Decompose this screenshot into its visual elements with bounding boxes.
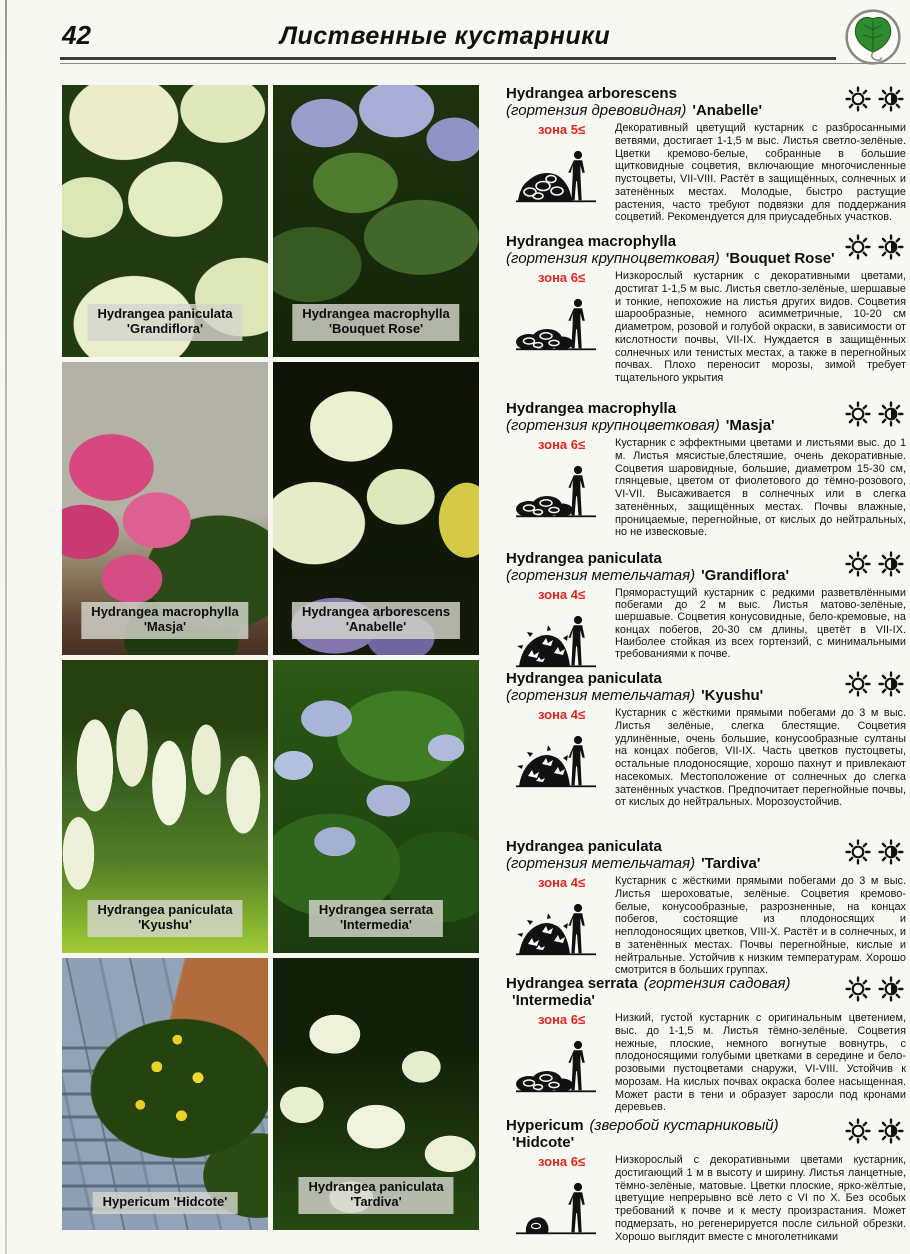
half-sun-icon [878,86,904,112]
latin-name: Hydrangea paniculata [506,550,662,567]
photo-label-line2: 'Masja' [143,619,187,635]
entry-hydrangea-paniculata-kyushu [498,670,906,809]
latin-name: Hydrangea paniculata [506,670,662,687]
entry-hydrangea-arborescens-anabelle [498,85,906,224]
shrub-size-icon [514,899,598,957]
entry-name-line2 [506,417,836,434]
photo-label-line2: 'Grandiflora' [126,321,204,337]
entry-description: Низкий, густой кустарник с оригинальным цветением, выс. до 1-1,5 м. Листья тёмно-зелёные. Соцветия нежные, плоские, немного вогнутые вовнутрь, с плодоносящими голубыми цветками в середине и бело-розовыми пустоцветами снаружи, VI-VIII. Устойчив к морозам. На кислых почвах окраска более насыщенная. Может расти в тени и образует заросли под кронами деревьев. [615,1012,906,1114]
cultivar-name: 'Intermedia' [512,992,595,1009]
shrub-size-icon [514,146,598,204]
entry-name-line2 [506,855,836,872]
photo-grid [62,85,479,1232]
latin-name: Hydrangea arborescens [506,85,677,102]
latin-name: Hydrangea macrophylla [506,400,677,417]
shrub-size-icon [514,461,598,519]
sun-icon [845,86,871,112]
half-sun-icon [878,839,904,865]
light-requirement-icons [845,86,904,112]
page-number: 42 [62,20,91,50]
photo-label [87,900,242,937]
light-requirement-icons [845,976,904,1002]
entry-hydrangea-macrophylla-masja [498,400,906,539]
russian-name: (гортензия садовая) [643,975,791,992]
photo-label-line1: Hypericum 'Hidcote' [102,1194,228,1210]
half-sun-icon [878,671,904,697]
entry-name-line1 [506,550,836,567]
russian-name: (гортензия метельчатая) [506,855,696,872]
russian-name: (гортензия крупноцветковая) [506,417,720,434]
sun-icon [845,839,871,865]
russian-name: (зверобой кустарниковый) [589,1117,779,1134]
entry-name-line2 [506,250,836,267]
hardiness-zone: зона 5≤ [538,122,586,137]
half-sun-icon [878,401,904,427]
entry-name-line1 [506,233,836,250]
shrub-size-icon [514,1036,598,1094]
half-sun-icon [878,1118,904,1144]
photo-label [298,1177,453,1214]
entry-name-line2 [506,567,836,584]
cultivar-name: 'Anabelle' [692,102,763,119]
sun-icon [845,1118,871,1144]
cultivar-name: 'Grandiflora' [701,567,790,584]
hardiness-zone: зона 6≤ [538,1154,586,1169]
latin-name: Hydrangea paniculata [506,838,662,855]
photo-label-line2: 'Intermedia' [340,917,412,933]
half-sun-icon [878,234,904,260]
sun-icon [845,551,871,577]
page-edge-shadow [5,0,7,1254]
half-sun-icon [878,551,904,577]
latin-name: Hydrangea macrophylla [506,233,677,250]
shrub-size-icon [514,611,598,669]
photo-label-line1: Hydrangea serrata [318,901,434,917]
light-requirement-icons [845,551,904,577]
entry-hydrangea-macrophylla-bouquet-rose [498,233,906,385]
hardiness-zone: зона 4≤ [538,875,586,890]
half-sun-icon [878,976,904,1002]
entry-description: Пряморастущий кустарник с редкими разветвлёнными побегами до 2 м выс. Листья матово-зелёные, шершавые. Соцветия конусовидные, бело-кремовые, на концах побегов, 20-30 см длины, цветёт в VII-IX. Наиболее стойкая из всех гортензий, с минимальными требованиями к почве. [615,587,906,661]
photo-hydrangea-arborescens-anabelle [273,362,479,655]
light-requirement-icons [845,839,904,865]
russian-name: (гортензия крупноцветковая) [506,250,720,267]
entry-name-line1 [506,838,836,855]
photo-label [292,602,460,639]
entry-name-line2 [506,992,836,1009]
entry-description: Кустарник с жёсткими прямыми побегами до 3 м выс. Листья зелёные, слегка блестящие. Соцветия удлинённые, очень большие, конусообразные султаны на концах побегов, VII-IX. Часть цветков пустоцветы, остальные плодоносящие, хорошо пахнут и привлекают насекомых. Местоположение от солнечных до слегка затенённых участков. Предпочитает перегнойные почвы, от кислых до нейтральных. Морозоустойчив. [615,707,906,809]
plant-entries-column [498,0,906,1254]
photo-hydrangea-macrophylla-masja [62,362,268,655]
photo-label-line2: 'Anabelle' [345,619,407,635]
light-requirement-icons [845,234,904,260]
hardiness-zone: зона 6≤ [538,1012,586,1027]
sun-icon [845,234,871,260]
shrub-size-icon [514,1178,598,1236]
entry-name-line1 [506,975,836,992]
cultivar-name: 'Bouquet Rose' [725,250,835,267]
latin-name: Hydrangea serrata [506,975,638,992]
sun-icon [845,976,871,1002]
photo-label [309,900,443,937]
entry-name-line1 [506,1117,836,1134]
entry-description: Декоративный цветущий кустарник с разбросанными ветвями, достигает 1-1,5 м выс. Листья светло-зелёные. Цветки кремово-белые, собранные в большие щитковидные соцветия, включающие многочисленные пустоцветы, VII-VIII. Растёт в защищённых, солнечных и затенённых местах. Молодые, быстро растущие растения, часто требуют подвязки для поддержания соцветий. Рекомендуется для приусадебных участков. [615,122,906,224]
russian-name: (гортензия метельчатая) [506,687,696,704]
photo-label [292,304,459,341]
entry-hydrangea-serrata-intermedia [498,975,906,1114]
hardiness-zone: зона 4≤ [538,587,586,602]
photo-label-line1: Hydrangea arborescens [301,603,451,619]
entry-description: Кустарник с жёсткими прямыми побегами до 3 м выс. Листья шероховатые, зелёные. Соцветия кремово-белые, конусообразные, разрозненные, на концах побегов, состоящие из плодоносящих и неплодоносящих цветков, VIII-X. Растёт и в солнечных, и в затенённых местах. Почвы перегнойные, кислые и нейтральные. Устойчив к низким температурам. Хорошо смотрится в больших группах. [615,875,906,977]
light-requirement-icons [845,401,904,427]
photo-hydrangea-paniculata-kyushu [62,660,268,953]
latin-name: Hypericum [506,1117,584,1134]
photo-label-line1: Hydrangea paniculata [308,1178,444,1194]
photo-hydrangea-macrophylla-bouquet-rose [273,85,479,357]
photo-hydrangea-paniculata-tardiva [273,958,479,1230]
light-requirement-icons [845,671,904,697]
russian-name: (гортензия метельчатая) [506,567,696,584]
shrub-size-icon [514,731,598,789]
cultivar-name: 'Hidcote' [512,1134,575,1151]
sun-icon [845,671,871,697]
shrub-size-icon [514,294,598,352]
entry-name-line1 [506,670,836,687]
photo-label-line1: Hydrangea macrophylla [302,305,450,321]
hardiness-zone: зона 4≤ [538,707,586,722]
photo-label-line1: Hydrangea paniculata [97,901,233,917]
entry-description: Низкорослый с декоративными цветами кустарник, достигающий 1 м в высоту и ширину. Листья ланцетные, тёмно-зелёные, матовые. Цветки плоские, ярко-жёлтые, цветущие непрерывно всё лето с VI по X. Без особых требований к почве и к месту произрастания. Может подмерзать, но регенерируется после сильной обрезки. Хорошо выглядит вместе с многолетниками [615,1154,906,1243]
photo-label-line1: Hydrangea paniculata [97,305,233,321]
russian-name: (гортензия древовидная) [506,102,687,119]
photo-label-line1: Hydrangea macrophylla [91,603,239,619]
hardiness-zone: зона 6≤ [538,270,586,285]
entry-hydrangea-paniculata-tardiva [498,838,906,977]
light-requirement-icons [845,1118,904,1144]
sun-icon [845,401,871,427]
photo-label-line2: 'Kyushu' [138,917,192,933]
photo-label [81,602,248,639]
photo-label [93,1192,238,1214]
entry-name-line2 [506,687,836,704]
cultivar-name: 'Masja' [725,417,775,434]
photo-hypericum-hidcote [62,958,268,1230]
photo-label-line2: 'Tardiva' [350,1194,402,1210]
photo-hydrangea-paniculata-grandiflora [62,85,268,357]
photo-hydrangea-serrata-intermedia [273,660,479,953]
entry-name-line2 [506,1134,836,1151]
entry-description: Низкорослый кустарник с декоративными цветами, достигат 1-1,5 м выс. Листья светло-зелёные, шершавые и тонкие, непохожие на листья других видов. Соцветия шарообразные, немного асимметричные, 10-20 см диаметром, розовой и голубой окраски, в зависимости от кислотности почвы, VII-IX. Нуждается в защищённых солнечных или тенистых местах, а также в перегнойных почвах. Плохо переносит морозы, зимой требует тщательного укрытия [615,270,906,384]
entry-hydrangea-paniculata-grandiflora [498,550,906,669]
entry-description: Кустарник с эффектными цветами и листьями выс. до 1 м. Листья мясистые,блестяшие, очень декоративные. Соцветия шаровидные, большие, диаметром 15-30 см, глянцевые, цветом от фиолетового до тёмно-розового, VI-VII. Высаживается в солнечных или в слегка затенённых, защищённых местах. Почвы влажные, проницаемые, перегнойные, от кислых до нейтральных, но не извесковые. [615,437,906,539]
photo-label [87,304,242,341]
cultivar-name: 'Tardiva' [701,855,761,872]
cultivar-name: 'Kyushu' [701,687,764,704]
entry-name-line1 [506,400,836,417]
photo-label-line2: 'Bouquet Rose' [328,321,424,337]
hardiness-zone: зона 6≤ [538,437,586,452]
entry-hypericum-hidcote [498,1117,906,1243]
entry-name-line2 [506,102,836,119]
entry-name-line1 [506,85,836,102]
page-title: Лиственные кустарники [279,22,611,50]
